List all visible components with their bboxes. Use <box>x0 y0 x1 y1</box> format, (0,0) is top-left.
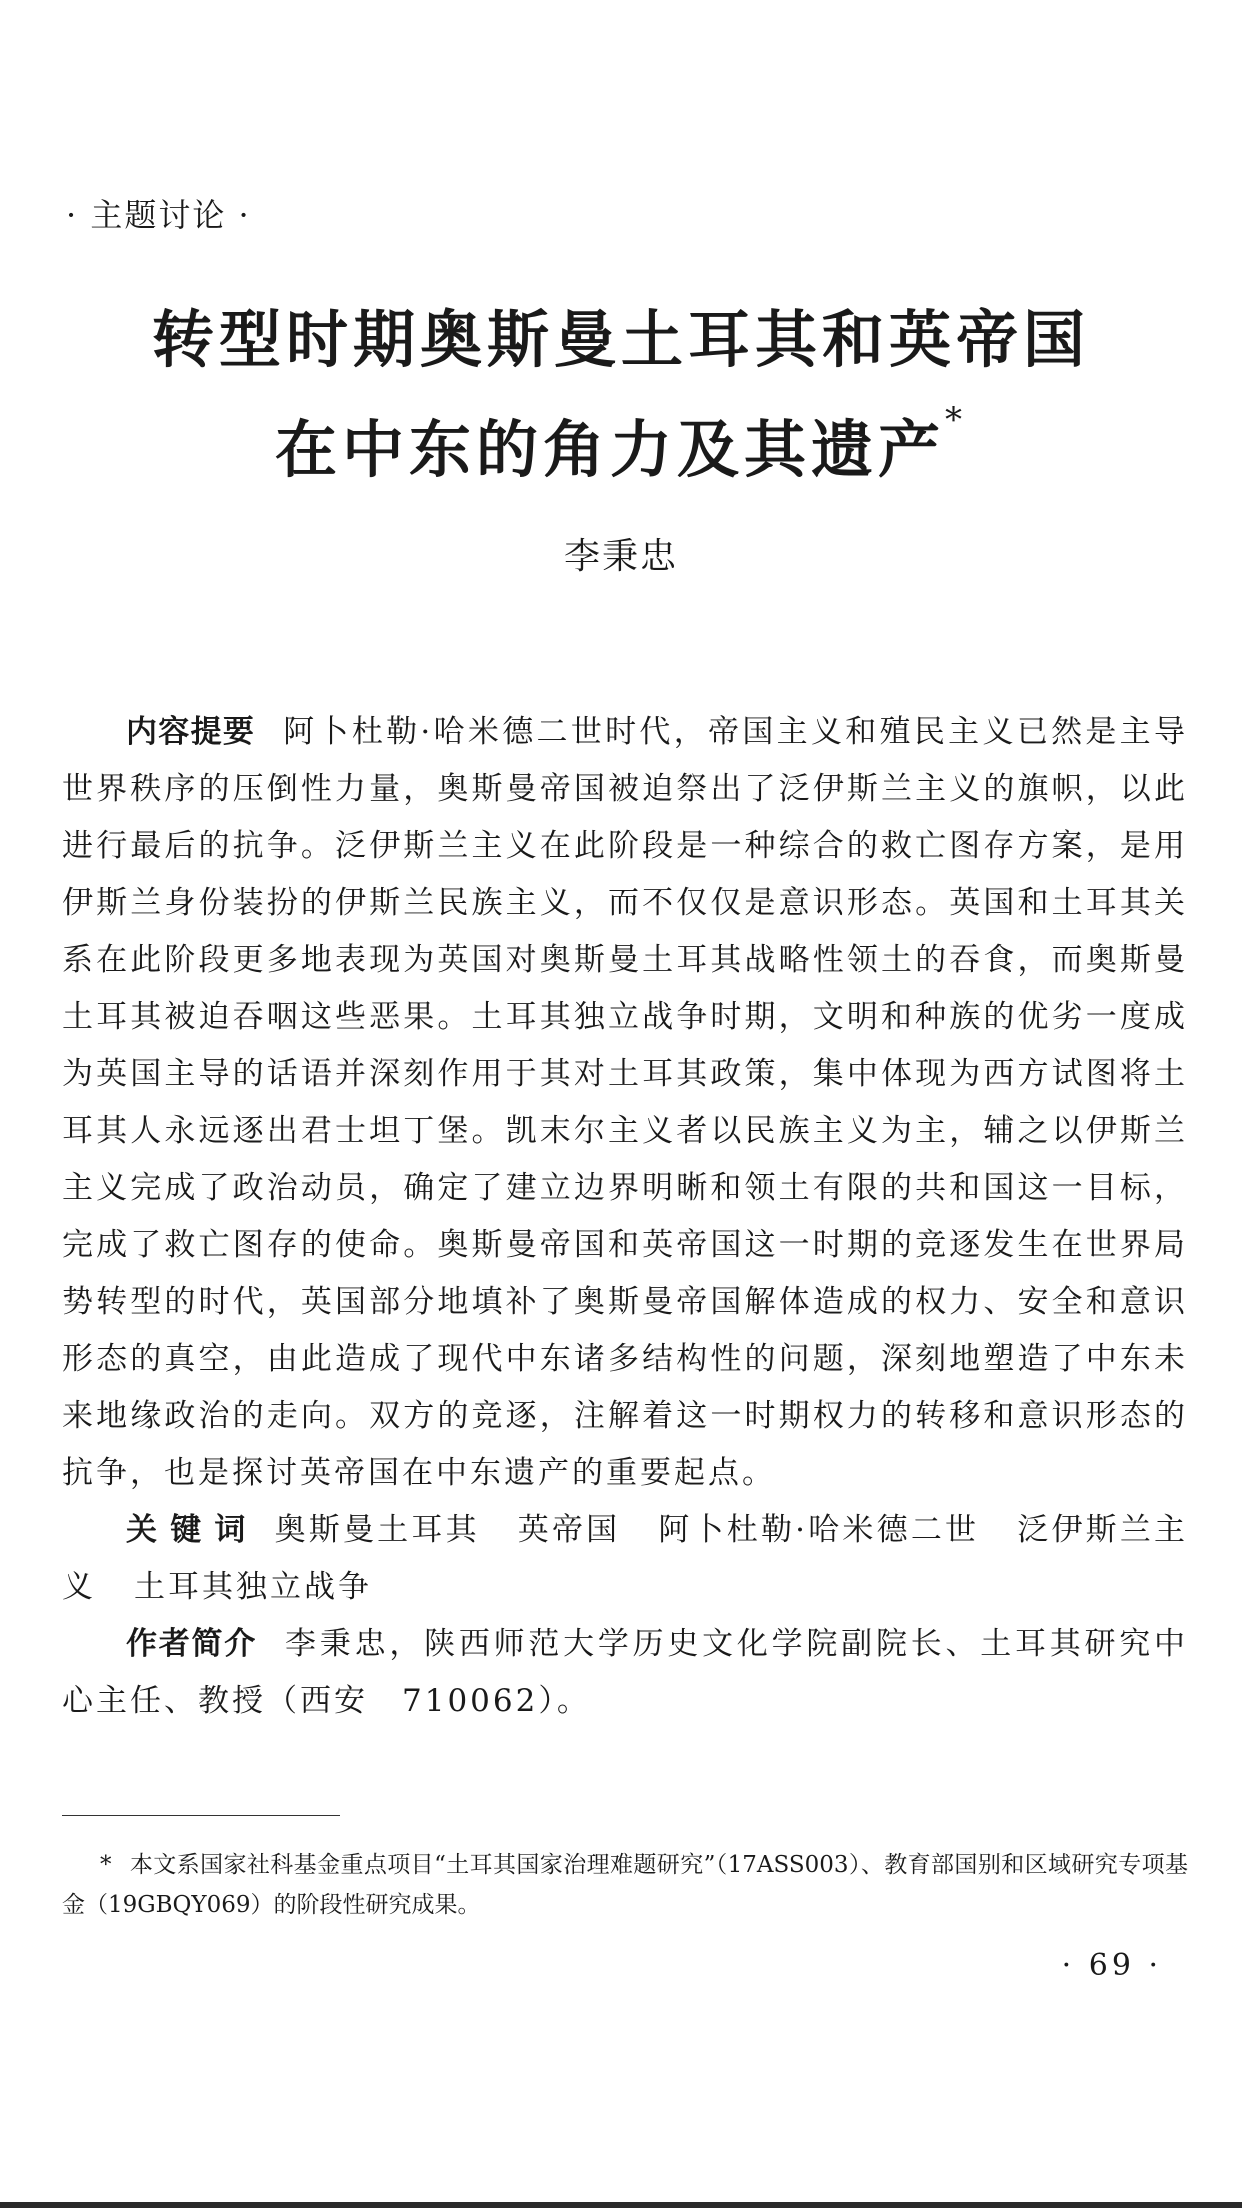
author-bio-label: 作者简介 <box>126 1626 258 1662</box>
footnote-mark: * <box>100 1852 112 1878</box>
footnote <box>62 1845 1188 1925</box>
author-name: 李秉忠 <box>563 536 678 577</box>
abstract-text: 阿卜杜勒·哈米德二世时代，帝国主义和殖民主义已然是主导世界秩序的压倒性力量，奥斯曼帝国被迫祭出了泛伊斯兰主义的旗帜，以此进行最后的抗争。泛伊斯兰主义在此阶段是一种综合的救亡图存方案，是用伊斯兰身份装扮的伊斯兰民族主义，而不仅仅是意识形态。英国和土耳其关系在此阶段更多地表现为英国对奥斯曼土耳其战略性领土的吞食，而奥斯曼土耳其被迫吞咽这些恶果。土耳其独立战争时期，文明和种族的优劣一度成为英国主导的话语并深刻作用于其对土耳其政策，集中体现为西方试图将土耳其人永远逐出君士坦丁堡。凯末尔主义者以民族主义为主，辅之以伊斯兰主义完成了政治动员，确定了建立边界明晰和领土有限的共和国这一目标，完成了救亡图存的使命。奥斯曼帝国和英帝国这一时期的竞逐发生在世界局势转型的时代，英国部分地填补了奥斯曼帝国解体造成的权力、安全和意识形态的真空，由此造成了现代中东诸多结构性的问题，深刻地塑造了中东未来地缘政治的走向。双方的竞逐，注解着这一时期权力的转移和意识形态的抗争，也是探讨英帝国在中东遗产的重要起点。 <box>62 714 1188 1491</box>
footnote-divider <box>62 1815 340 1816</box>
author-bio-paragraph <box>62 1616 1188 1730</box>
title-line-2 <box>0 395 1242 505</box>
title-footnote-mark[interactable]: * <box>945 400 967 440</box>
article-title <box>0 285 1242 505</box>
abstract-paragraph <box>62 704 1188 1502</box>
abstract-block <box>62 704 1188 1730</box>
keyword-item: 泛伊斯兰主义 <box>62 1512 1189 1605</box>
keyword-item: 奥斯曼土耳其 <box>274 1512 480 1548</box>
footnote-text: 本文系国家社科基金重点项目“土耳其国家治理难题研究”（17ASS003）、教育部国别和区域研究专项基金（19GBQY069）的阶段性研究成果。 <box>62 1852 1188 1918</box>
keywords-label: 关 键 词 <box>126 1512 247 1548</box>
section-tag: · 主题讨论 · <box>66 196 251 234</box>
title-line-1: 转型时期奥斯曼土耳其和英帝国 <box>151 303 1090 376</box>
keyword-item: 英帝国 <box>517 1512 621 1548</box>
keyword-item: 土耳其独立战争 <box>134 1569 372 1605</box>
keyword-item: 阿卜杜勒·哈米德二世 <box>658 1512 980 1548</box>
page-number: · 69 · <box>1061 1948 1162 1983</box>
author-bio-text: 李秉忠，陕西师范大学历史文化学院副院长、土耳其研究中心主任、教授（西安 710062）。 <box>62 1626 1189 1719</box>
keywords-paragraph <box>62 1502 1188 1616</box>
title-line-2-text: 在中东的角力及其遗产 <box>274 413 945 486</box>
abstract-label: 内容提要 <box>126 714 256 750</box>
bottom-edge-bar <box>0 2202 1242 2208</box>
